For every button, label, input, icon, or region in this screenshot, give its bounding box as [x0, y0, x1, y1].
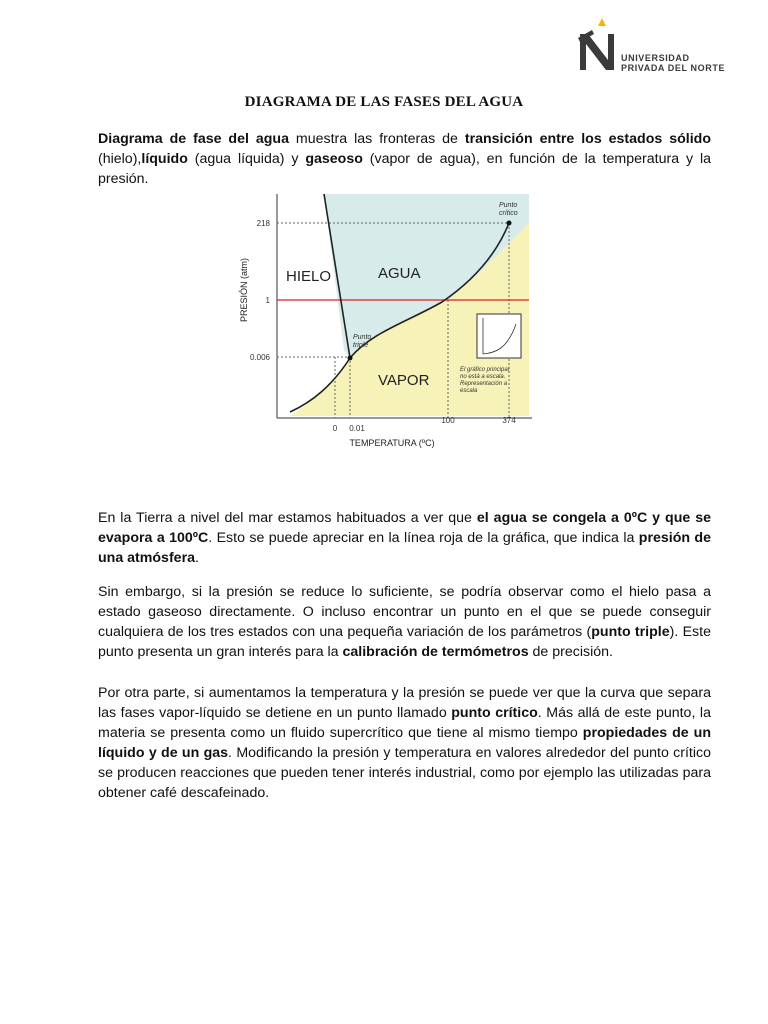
region-label-agua: AGUA [378, 265, 421, 282]
phase-diagram-chart [232, 190, 537, 452]
intro-text-6: (agua líquida) y [187, 151, 306, 167]
p2-bold-4: presión de una atmósfera [98, 530, 711, 566]
p4-text-5: . Modificando la presión y temperatura en valores alrededor del punto crítico se producen reacciones que pueden tener interés industrial, como por ejemplo las utilizadas para obtener café descafeinado. [98, 745, 712, 801]
p3-bold-4: calibración de termómetros [342, 644, 529, 660]
intro-bold-1: Diagrama de fase del agua [98, 131, 289, 147]
university-name-line1: UNIVERSIDAD [621, 53, 690, 63]
p4-text-1: Por otra parte, si aumentamos la temperatura y la presión se puede ver que la curva que separa las fases vapor-líquido se detiene en un punto llamado [98, 685, 711, 721]
y-tick-1: 1 [265, 296, 270, 305]
inset-note-line3: Representación a [460, 381, 508, 387]
p3-text-5: de precisión. [528, 644, 613, 660]
critical-point-marker [507, 221, 512, 226]
region-label-hielo: HIELO [286, 268, 332, 285]
critical-point-label-1: Punto [499, 202, 518, 209]
paragraph-sea-level [98, 508, 711, 568]
x-tick-0: 0 [332, 424, 338, 433]
y-axis-label: PRESIÓN (atm) [239, 257, 249, 323]
intro-paragraph [98, 129, 711, 189]
university-logo [572, 16, 742, 76]
p4-text-3: . Más allá de este punto, la materia se presenta como un fluido supercrítico que tiene al mismo tiempo [98, 705, 711, 741]
inset-graph-frame [477, 314, 521, 358]
triple-point-marker [348, 356, 353, 361]
intro-text-8: (vapor de agua), en función de la temperatura y la presión. [98, 151, 711, 187]
p4-bold-4: propiedades de un líquido y de un gas [98, 725, 711, 761]
intro-text-4: (hielo), [98, 151, 142, 167]
inset-note-line2: no está a escala. [460, 374, 506, 380]
triple-point-label-2: triple [353, 342, 369, 349]
p3-text-1: Sin embargo, si la presión se reduce lo suficiente, se podría observar como el hielo pasa a estado gaseoso directamente. O incluso encontrar un punto en el que se puede conseguir cualquiera de los tres estados con una pequeña variación de los parámetros ( [98, 584, 711, 640]
p4-bold-2: punto crítico [451, 705, 538, 721]
critical-point-label-2: crítico [499, 210, 518, 217]
university-name [621, 53, 725, 73]
intro-bold-7: gaseoso [305, 151, 363, 167]
university-name-line2: PRIVADA DEL NORTE [621, 63, 726, 73]
p2-text-5: . [194, 550, 199, 566]
x-axis-label: TEMPERATURA (ºC) [349, 438, 435, 448]
paragraph-critical-point [98, 683, 711, 803]
p3-bold-2: punto triple [591, 624, 670, 640]
y-tick-0006: 0.006 [249, 353, 270, 362]
x-tick-001: 0.01 [349, 424, 365, 433]
inset-note-line1: El gráfico principal [460, 367, 510, 373]
inset-note-line4: escala [460, 388, 478, 394]
page-title: DIAGRAMA DE LAS FASES DEL AGUA [244, 94, 524, 110]
p2-bold-2: el agua se congela a 0ºC y que se evapora a 100ºC [98, 510, 711, 546]
y-tick-218: 218 [256, 219, 270, 228]
region-label-vapor: VAPOR [378, 372, 430, 389]
p3-text-3: ). Este punto presenta un gran interés para la [98, 624, 711, 660]
intro-bold-5: líquido [141, 151, 188, 167]
paragraph-triple-point [98, 582, 711, 662]
intro-text-2: muestra las fronteras de [288, 131, 465, 147]
x-tick-100: 100 [441, 416, 455, 425]
p2-text-1: En la Tierra a nivel del mar estamos habituados a ver que [98, 510, 477, 526]
x-tick-374: 374 [502, 416, 516, 425]
p2-text-3: . Esto se puede apreciar en la línea roja de la gráfica, que indica la [208, 530, 639, 546]
intro-bold-3: transición entre los estados sólido [464, 131, 711, 147]
triple-point-label-1: Punto [353, 334, 372, 341]
